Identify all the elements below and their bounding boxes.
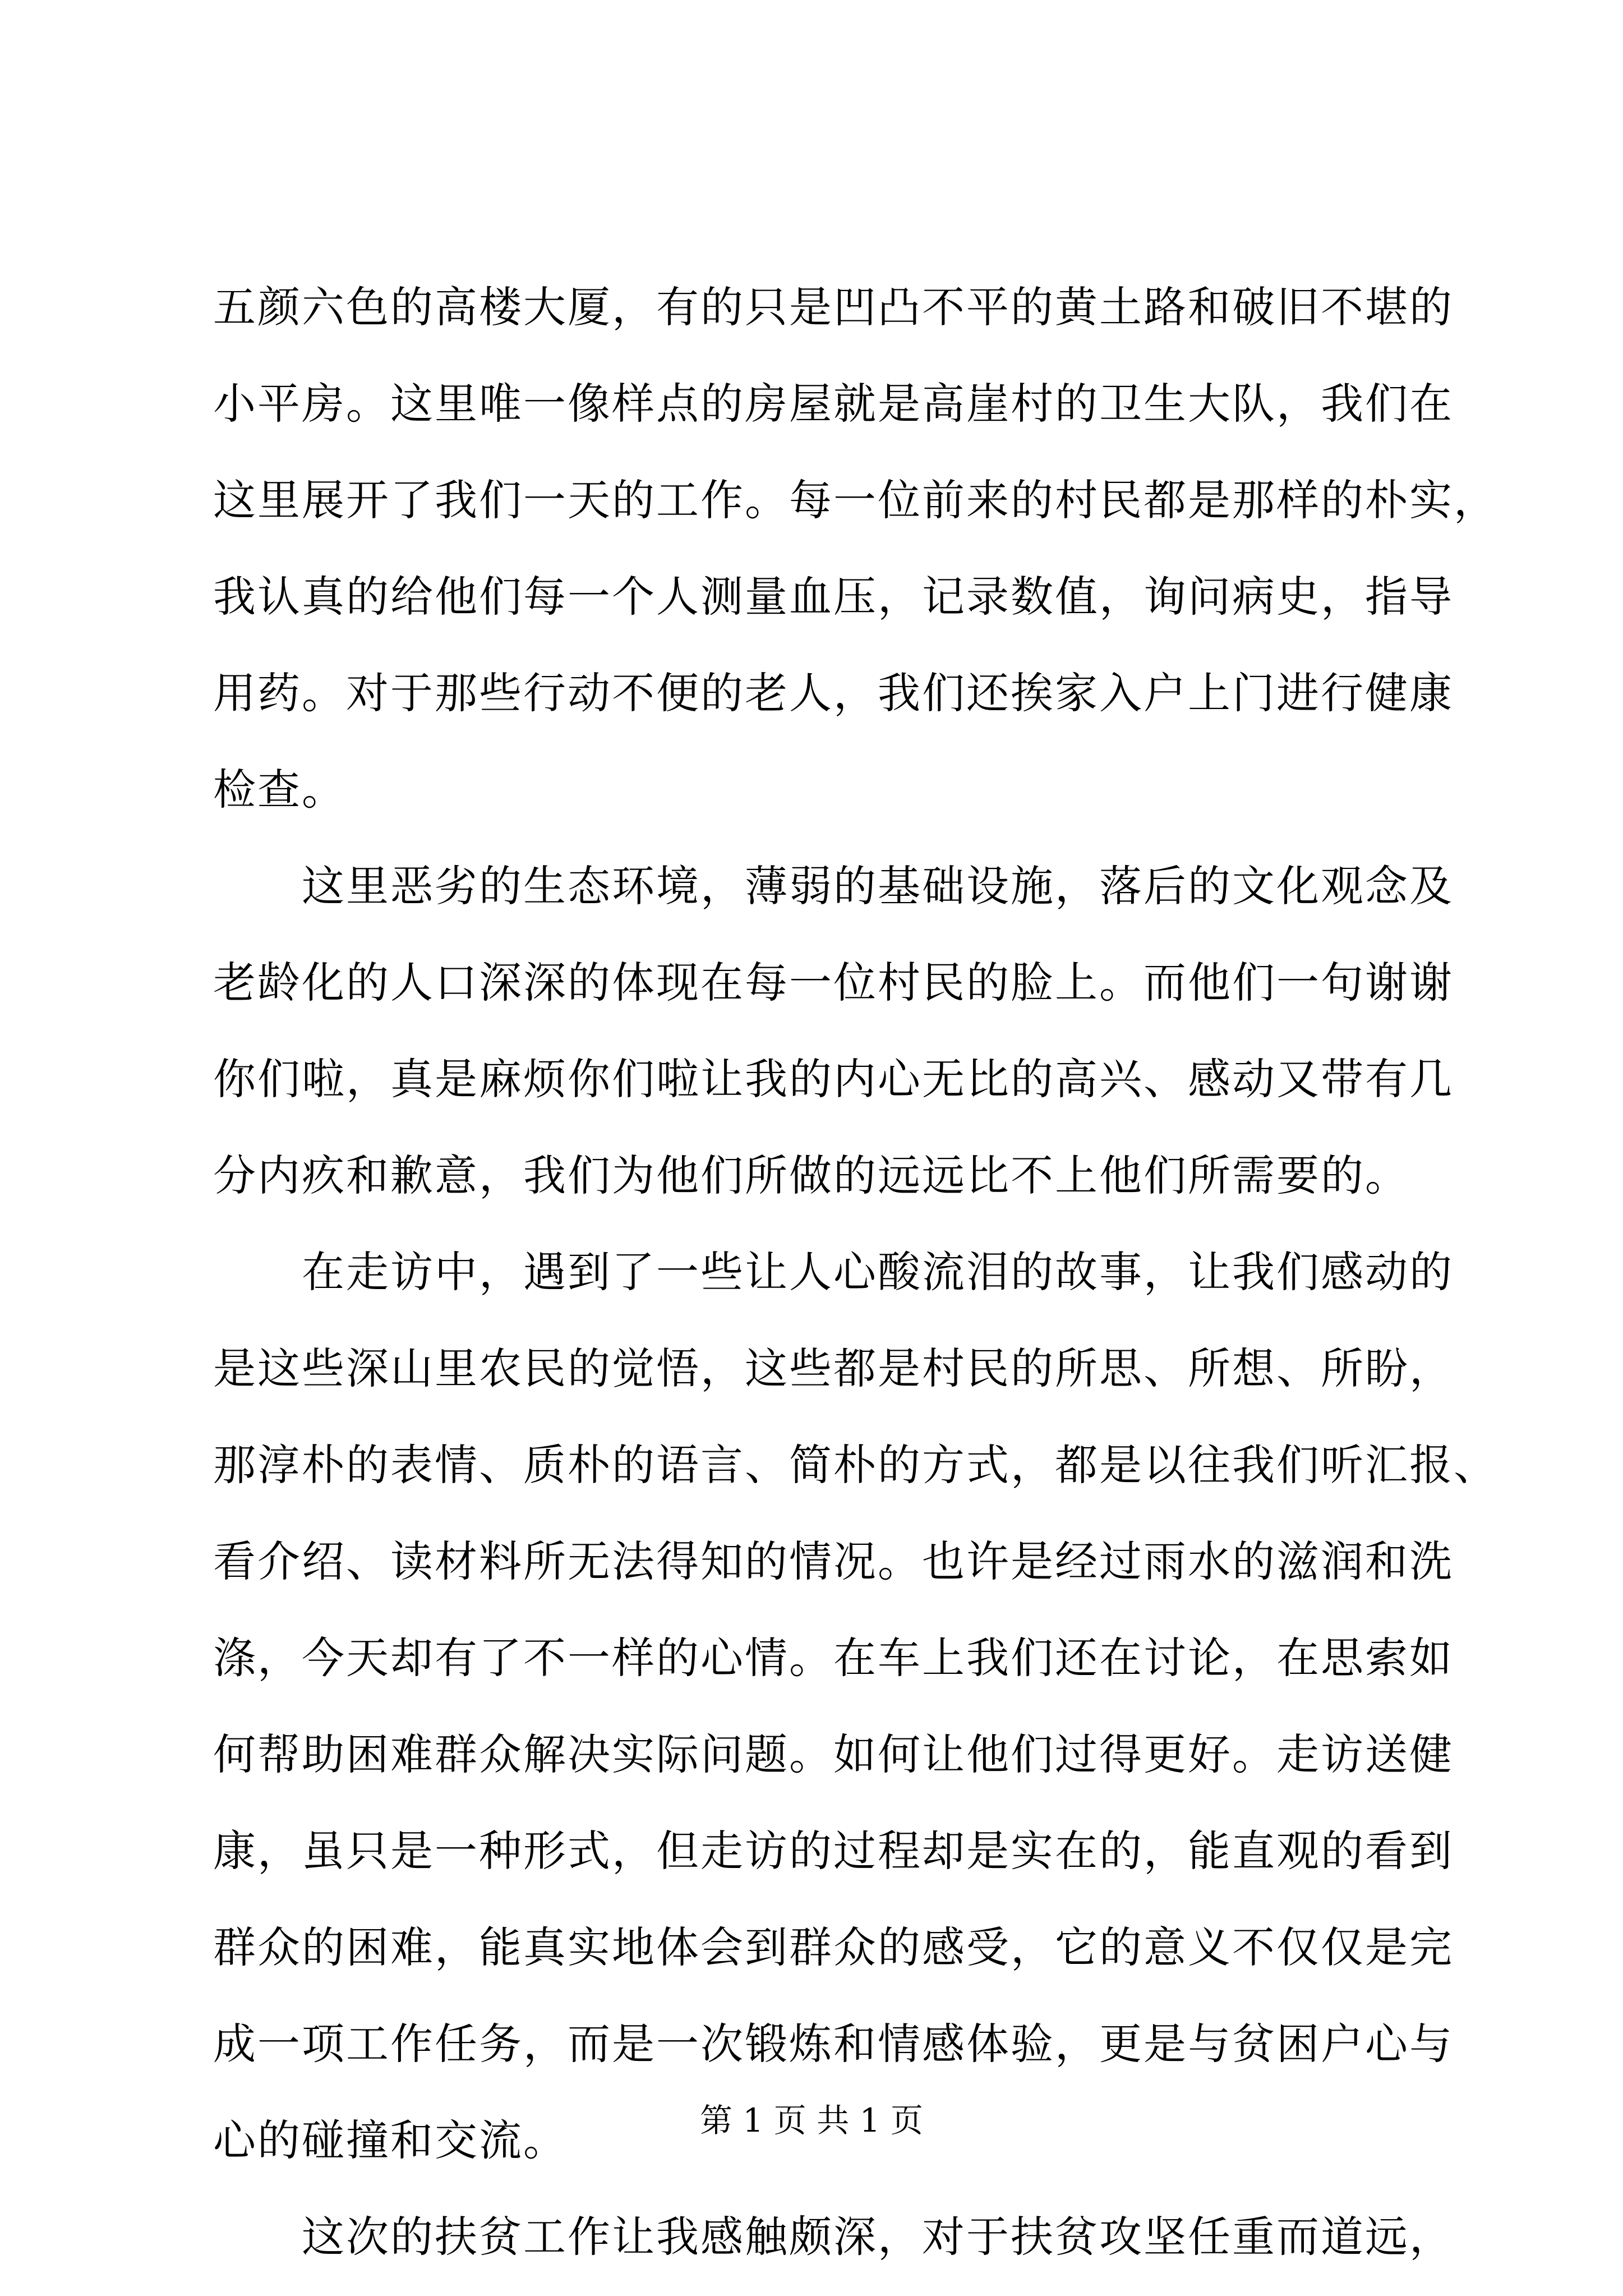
text-line: 看介绍、读材料所无法得知的情况。也许是经过雨水的滋润和洗: [213, 1536, 1454, 1586]
body-text: [213, 259, 1498, 2285]
text-line: 你们啦，真是麻烦你们啦让我的内心无比的高兴、感动又带有几: [213, 1054, 1454, 1104]
text-line: 是这些深山里农民的觉悟，这些都是村民的所思、所想、所盼，: [213, 1343, 1454, 1393]
text-line: 检查。: [213, 765, 346, 815]
text-line: 五颜六色的高楼大厦，有的只是凹凸不平的黄土路和破旧不堪的: [213, 282, 1454, 332]
text-line: 这次的扶贫工作让我感触颇深，对于扶贫攻坚任重而道远，: [213, 2212, 1454, 2262]
text-line: 涤，今天却有了不一样的心情。在车上我们还在讨论，在思索如: [213, 1633, 1454, 1683]
text-line: 这里恶劣的生态环境，薄弱的基础设施，落后的文化观念及: [213, 861, 1454, 911]
text-line: 在走访中，遇到了一些让人心酸流泪的故事，让我们感动的: [213, 1247, 1454, 1297]
text-line: 何帮助困难群众解决实际问题。如何让他们过得更好。走访送健: [213, 1729, 1454, 1779]
text-line: 康，虽只是一种形式，但走访的过程却是实在的，能直观的看到: [213, 1826, 1454, 1876]
text-line: 成一项工作任务，而是一次锻炼和情感体验，更是与贫困户心与: [213, 2019, 1454, 2069]
text-line: 那淳朴的表情、质朴的语言、简朴的方式，都是以往我们听汇报、: [213, 1440, 1498, 1490]
text-line: 用药。对于那些行动不便的老人，我们还挨家入户上门进行健康: [213, 668, 1454, 718]
text-line: 群众的困难，能真实地体会到群众的感受，它的意义不仅仅是完: [213, 1922, 1454, 1972]
text-line: 分内疚和歉意，我们为他们所做的远远比不上他们所需要的。: [213, 1151, 1409, 1200]
page-number-footer: 第 1 页 共 1 页: [700, 2101, 923, 2139]
text-line: 小平房。这里唯一像样点的房屋就是高崖村的卫生大队，我们在: [213, 379, 1454, 429]
text-line: 这里展开了我们一天的工作。每一位前来的村民都是那样的朴实，: [213, 475, 1498, 525]
text-line: 心的碰撞和交流。: [213, 2115, 568, 2165]
text-line: 老龄化的人口深深的体现在每一位村民的脸上。而他们一句谢谢: [213, 958, 1454, 1007]
text-line: 我认真的给他们每一个人测量血压，记录数值，询问病史，指导: [213, 572, 1454, 622]
